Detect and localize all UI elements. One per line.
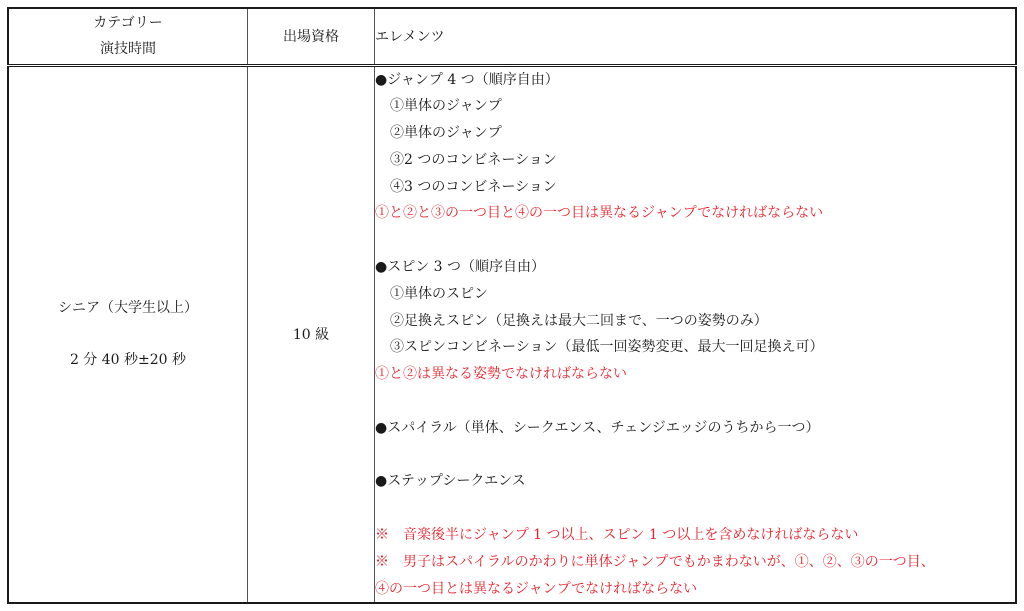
list-item: ①単体のジャンプ bbox=[390, 98, 502, 115]
jump-note: ①と②と③の一つ目と④の一つ目は異なるジャンプでなければならない bbox=[375, 205, 824, 222]
list-item: ④3 つのコンビネーション bbox=[390, 178, 557, 195]
header-row bbox=[8, 8, 1016, 65]
qualification-cell: 10 級 bbox=[248, 65, 375, 603]
header-qualification: 出場資格 bbox=[248, 8, 375, 65]
table-row bbox=[8, 65, 1016, 603]
list-item: ③スピンコンビネーション（最低一回姿勢変更、最大一回足換え可） bbox=[390, 339, 824, 356]
category-value: シニア（大学生以上） bbox=[58, 300, 198, 317]
header-category-label: カテゴリー bbox=[93, 15, 163, 32]
note-line: ※ 男子はスパイラルのかわりに単体ジャンプでもかまわないが、①、②、③の一つ目、 bbox=[375, 553, 935, 570]
jump-title: ●ジャンプ 4 つ（順序自由） bbox=[375, 71, 559, 88]
header-category bbox=[8, 8, 248, 65]
note-line: ④の一つ目とは異なるジャンプでなければならない bbox=[375, 580, 698, 597]
spin-note: ①と②は異なる姿勢でなければならない bbox=[375, 366, 627, 383]
time-value: 2 分 40 秒±20 秒 bbox=[69, 352, 187, 369]
step-title: ●ステップシークエンス bbox=[375, 473, 526, 490]
list-item: ②足換えスピン（足換えは最大二回まで、一つの姿勢のみ） bbox=[390, 312, 768, 329]
list-item: ①単体のスピン bbox=[390, 285, 488, 302]
elements-cell bbox=[375, 65, 1017, 603]
category-cell bbox=[8, 65, 248, 603]
header-elements: エレメンツ bbox=[375, 8, 1017, 65]
note-line: ※ 音楽後半にジャンプ 1 つ以上、スピン 1 つ以上を含めなければならない bbox=[375, 527, 859, 544]
rules-table bbox=[7, 7, 1017, 604]
spiral-title: ●スパイラル（単体、シークエンス、チェンジエッジのうちから一つ） bbox=[375, 419, 820, 436]
list-item: ③2 つのコンビネーション bbox=[390, 151, 557, 168]
list-item: ②単体のジャンプ bbox=[390, 125, 502, 142]
spin-title: ●スピン 3 つ（順序自由） bbox=[375, 259, 546, 276]
header-time-label: 演技時間 bbox=[100, 41, 156, 58]
